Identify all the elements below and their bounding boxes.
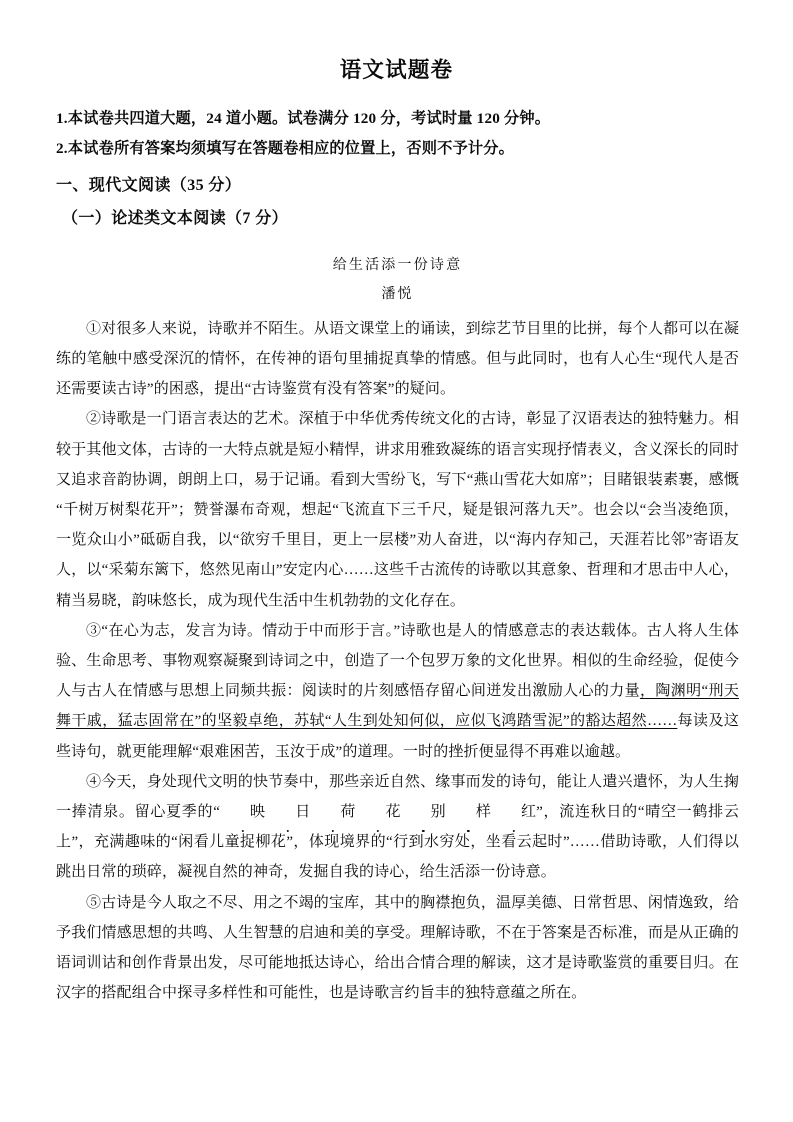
paragraph-4-emphasis-text: 映 日 荷 花 别 样 红: [220, 804, 536, 820]
notice-line-2: 2.本试卷所有答案均须填写在答题卷相应的位置上，否则不予计分。: [56, 139, 515, 157]
paragraph-5: ⑤古诗是今人取之不尽、用之不竭的宝库，其中的胸襟抱负，温厚美德、日常哲思、闲情逸致，给予我们情感思想的共鸣、人生智慧的启迪和美的享受。理解诗歌，不在于答案是否标准，而是从正确的语词训诂和创作背景出发，尽可能地抵达诗心，给出合情合理的解读，这才是诗歌鉴赏的重要目归。在汉字的搭配组合中探寻多样性和可能性，也是诗歌言约旨丰的独特意蕴之所在。: [56, 894, 739, 1002]
paragraph-4-text-after: ”，流连秋日的“晴空一鹤排云上”，充满趣味的“闲看儿童捉柳花”，体现境界的“行到水穷处，坐看云起时”……借助诗歌，人们得以跳出日常的琐碎，凝视自然的神奇，发掘自我的诗心，给生活添一份诗意。: [56, 804, 740, 881]
subsection-heading-argumentative-reading: （一）论述类文本阅读（7 分）: [62, 209, 289, 227]
paragraph-2: ②诗歌是一门语言表达的艺术。深植于中华优秀传统文化的古诗，彰显了汉语表达的独特魅力。相较于其他文体，古诗的一大特点就是短小精悍，讲求用雅致凝练的语言实现抒情表义，含义深长的同时又追求音韵协调，朗朗上口，易于记诵。看到大雪纷飞，写下“燕山雪花大如席”；目睹银装素裹，感慨“千树万树梨花开”；赞誉瀑布奇观，想起“飞流直下三千尺，疑是银河落九天”。也会以“会当凌绝顶，一览众山小”砥砺自我，以“欲穷千里目，更上一层楼”劝人奋进，以“海内存知己，天涯若比邻”寄语友人，以“采菊东篱下，悠然见南山”安定内心……这些千古流传的诗歌以其意象、哲理和才思击中人心，精当易晓，韵味悠长，成为现代生活中生机勃勃的文化存在。: [56, 411, 739, 609]
paragraph-3: [56, 616, 739, 767]
paragraph-4-text-before: ④今天，身处现代文明的快节奏中，那些亲近自然、缘事而发的诗句，能让人遣兴遣怀，为人生掬一捧清泉。留心夏季的“: [56, 773, 739, 821]
paragraph-4: [56, 767, 739, 888]
paragraph-3-underlined-text: ，陶渊明“刑天舞干戚，猛志固常在”的坚毅卓绝，苏轼“人生到处知何似，应似飞鸿踏雪泥”的豁达超然……: [56, 683, 739, 730]
section-heading-modern-reading: 一、现代文阅读（35 分）: [56, 176, 242, 194]
notice-block: [0, 104, 793, 164]
notice-line-1: 1.本试卷共四道大题，24 道小题。试卷满分 120 分，考试时量 120 分钟。: [56, 109, 551, 127]
paragraph-1: ①对很多人来说，诗歌并不陌生。从语文课堂上的诵读，到综艺节目里的比拼，每个人都可以在凝练的笔触中感受深沉的情怀，在传神的语句里捕捉真挚的情感。但与此同时，也有人心生“现代人是否还需要读古诗”的困惑，提出“古诗鉴赏有没有答案”的疑问。: [56, 320, 739, 398]
article-author: 潘悦: [381, 286, 414, 302]
page-title: 语文试题卷: [339, 58, 454, 82]
paragraph-3-text-before: ③“在心为志，发言为诗。情动于中而形于言。”诗歌也是人的情感意志的表达载体。古人将人生体验、生命思考、事物观察凝聚到诗词之中，创造了一个包罗万象的文化世界。相似的生命经验，促使今人与古人在情感与思想上同频共振：阅读时的片刻感悟存留心间迸发出激励人心的力量: [56, 622, 739, 700]
article-title: 给生活添一份诗意: [332, 257, 463, 273]
paragraph-3-text-after: 每读及这些诗句，就更能理解“艰难困苦，玉汝于成”的道理。一时的挫折便显得不再难以逾越。: [56, 713, 740, 760]
article-body: [0, 252, 793, 1009]
